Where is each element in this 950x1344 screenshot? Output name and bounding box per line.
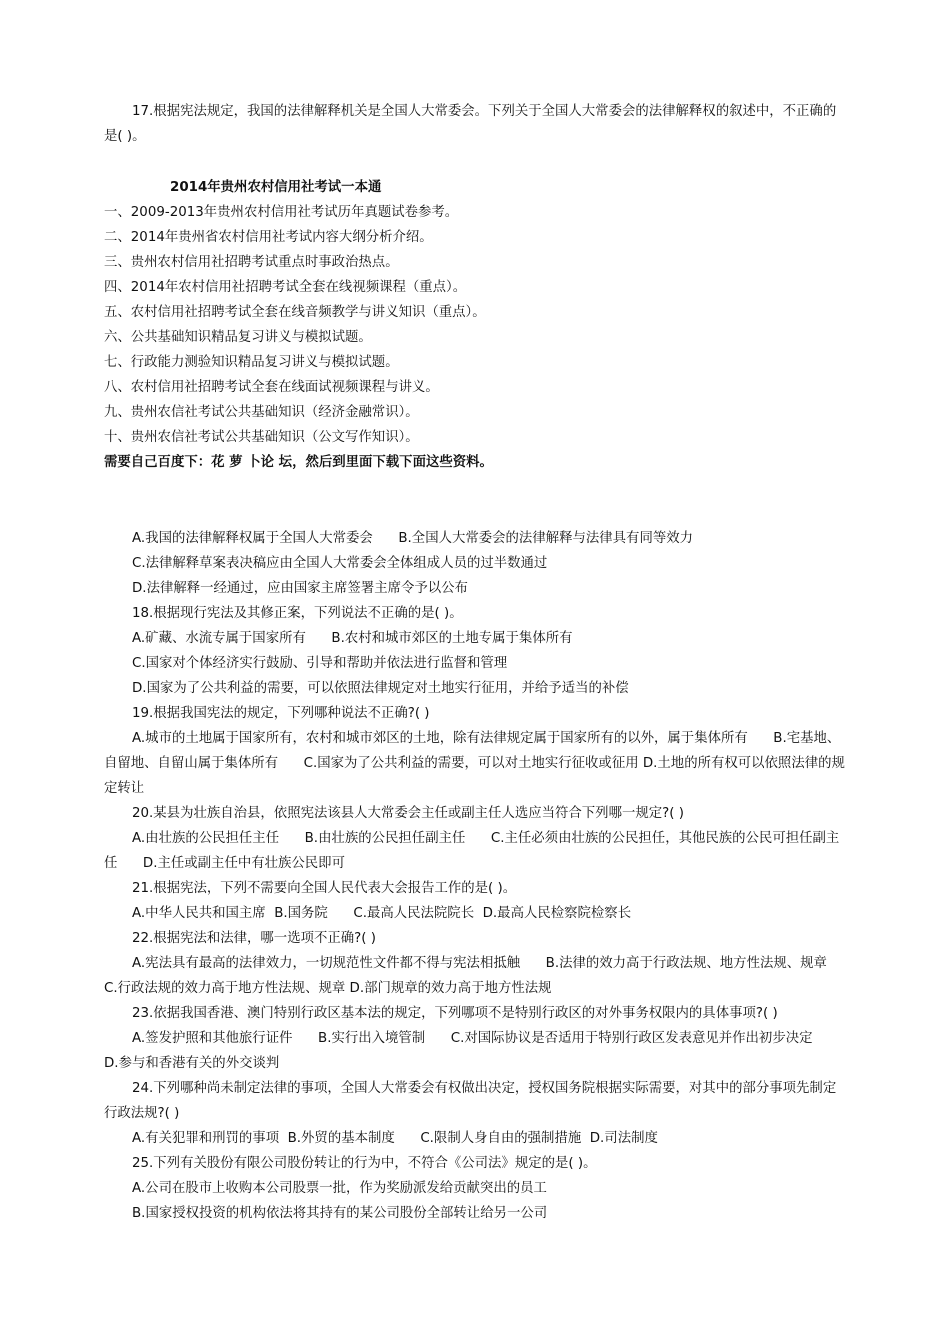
question-18: 18.根据现行宪法及其修正案，下列说法不正确的是( )。 [132,606,463,621]
question-24: 24.下列哪种尚未制定法律的事项，全国人大常委会有权做出决定，授权国务院根据实际需要，对其中的部分事项先制定行政法规?( ) [104,1081,837,1121]
answer-option: D.法律解释一经通过，应由国家主席签署主席令予以公布 [132,581,468,596]
question-20: 20.某县为壮族自治县，依照宪法该县人大常委会主任或副主任人选应当符合下列哪一规定?( ) [132,806,684,821]
ad-note: 需要自己百度下：花 萝 卜论 坛，然后到里面下载下面这些资料。 [104,455,493,470]
answer-option: C.国家对个体经济实行鼓励、引导和帮助并依法进行监督和管理 [132,656,508,671]
question-21: 21.根据宪法，下列不需要向全国人民代表大会报告工作的是( )。 [132,881,517,896]
question-25: 25.下列有关股份有限公司股份转让的行为中，不符合《公司法》规定的是( )。 [132,1156,597,1171]
answer-options: A.中华人民共和国主席 B.国务院 C.最高人民法院院长 D.最高人民检察院检察长 [132,906,632,921]
question-17: 17.根据宪法规定，我国的法律解释机关是全国人大常委会。下列关于全国人大常委会的法律解释权的叙述中，不正确的是( )。 [104,104,837,144]
question-22: 22.根据宪法和法律，哪一选项不正确?( ) [132,931,376,946]
ad-item: 四、2014年农村信用社招聘考试全套在线视频课程（重点）。 [104,280,467,295]
answer-options: A.有关犯罪和刑罚的事项 B.外贸的基本制度 C.限制人身自由的强制措施 D.司法制度 [132,1131,658,1146]
answer-options: A.我国的法律解释权属于全国人大常委会 B.全国人大常委会的法律解释与法律具有同等效力 [132,531,694,546]
answer-options: A.宪法具有最高的法律效力，一切规范性文件都不得与宪法相抵触 B.法律的效力高于行政法规、地方性法规、规章 C.行政法规的效力高于地方性法规、规章 D.部门规章的效力高于地方性法规 [104,956,840,996]
ad-block [104,175,848,475]
question-19: 19.根据我国宪法的规定，下列哪种说法不正确?( ) [132,706,430,721]
answer-options: A.城市的土地属于国家所有，农村和城市郊区的土地，除有法律规定属于国家所有的以外，属于集体所有 B.宅基地、自留地、自留山属于集体所有 C.国家为了公共利益的需要，可以对土地实行征收或征用 D.土地的所有权可以依照法律的规定转让 [104,731,845,796]
ad-item: 二、2014年贵州省农村信用社考试内容大纲分析介绍。 [104,230,433,245]
answer-options: A.由壮族的公民担任主任 B.由壮族的公民担任副主任 C.主任必须由壮族的公民担任，其他民族的公民可担任副主任 D.主任或副主任中有壮族公民即可 [104,831,840,871]
questions-block [104,526,848,1226]
ad-item: 三、贵州农村信用社招聘考试重点时事政治热点。 [104,255,399,270]
question-17-block [104,99,848,149]
answer-options: A.矿藏、水流专属于国家所有 B.农村和城市郊区的土地专属于集体所有 [132,631,573,646]
ad-item: 六、公共基础知识精品复习讲义与模拟试题。 [104,330,372,345]
ad-item: 七、行政能力测验知识精品复习讲义与模拟试题。 [104,355,399,370]
ad-item: 五、农村信用社招聘考试全套在线音频教学与讲义知识（重点）。 [104,305,486,320]
ad-item: 八、农村信用社招聘考试全套在线面试视频课程与讲义。 [104,380,439,395]
answer-option: C.法律解释草案表决稿应由全国人大常委会全体组成人员的过半数通过 [132,556,548,571]
answer-option: D.国家为了公共利益的需要，可以依照法律规定对土地实行征用，并给予适当的补偿 [132,681,629,696]
ad-item: 十、贵州农信社考试公共基础知识（公文写作知识）。 [104,430,419,445]
answer-option: B.国家授权投资的机构依法将其持有的某公司股份全部转让给另一公司 [132,1206,548,1221]
ad-item: 九、贵州农信社考试公共基础知识（经济金融常识）。 [104,405,419,420]
ad-title: 2014年贵州农村信用社考试一本通 [170,180,382,195]
answer-option: A.公司在股市上收购本公司股票一批，作为奖励派发给贡献突出的员工 [132,1181,547,1196]
question-23: 23.依据我国香港、澳门特别行政区基本法的规定，下列哪项不是特别行政区的对外事务权限内的具体事项?( ) [132,1006,778,1021]
answer-options: A.签发护照和其他旅行证件 B.实行出入境管制 C.对国际协议是否适用于特别行政区发表意见并作出初步决定 D.参与和香港有关的外交谈判 [104,1031,839,1071]
ad-item: 一、2009-2013年贵州农村信用社考试历年真题试卷参考。 [104,205,459,220]
